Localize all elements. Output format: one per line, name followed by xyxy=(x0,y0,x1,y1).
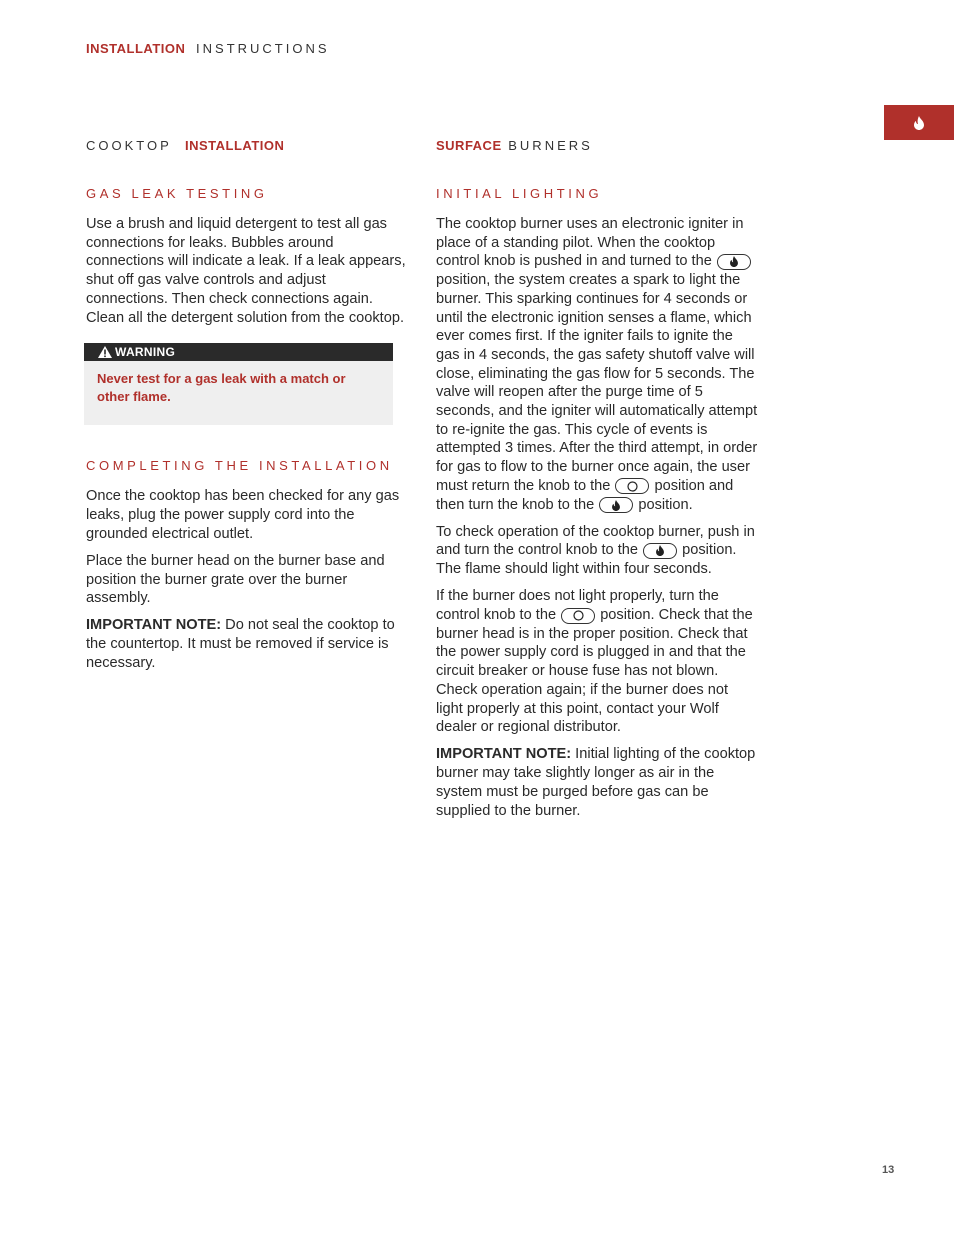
warning-text: Never test for a gas leak with a match or other flame. xyxy=(97,371,346,404)
warning-bar xyxy=(84,343,393,361)
knob-off-symbol xyxy=(615,478,649,494)
gas-leak-heading: GAS LEAK TESTING xyxy=(86,186,268,201)
warning-label: WARNING xyxy=(115,345,176,360)
off-circle-icon xyxy=(573,610,584,621)
off-circle-icon xyxy=(627,481,638,492)
initial-lighting-heading: INITIAL LIGHTING xyxy=(436,186,603,201)
text-run: position. Check that the burner head is in the proper position. Check that the power supply cord is plugged in and that the circuit breaker or house fuse has not blown. Check operation again; if the burner does not light properly at this point, contact your Wolf dealer or regional distributor. xyxy=(436,607,753,736)
cooktop-installation-title xyxy=(86,138,406,153)
right-column xyxy=(436,138,758,829)
knob-flame-symbol xyxy=(599,497,633,513)
title-bold: INSTALLATION xyxy=(185,138,285,153)
flame-icon xyxy=(913,116,925,130)
surface-burners-title xyxy=(436,138,758,153)
text-run: position and then turn the knob to the xyxy=(436,477,734,513)
flame-icon xyxy=(611,500,621,511)
text-run: position, the system creates a spark to light the burner. This sparking continues for 4 seconds or until the electronic ignition senses a flame, which ever comes first. If the igniter fails to ignite the gas in 4 seconds, the gas safety shutoff valve will close, eliminating the gas flow for 5 seconds. The valve will reopen after the purge time of 5 seconds, and the igniter will automatically attempt to re-ignite the gas. This cycle of events is attempted 3 times. After the third attempt, in order for gas to flow to the burner once again, the user must return the knob to the xyxy=(436,272,758,494)
knob-flame-symbol xyxy=(717,254,751,270)
page-number: 13 xyxy=(882,1164,895,1176)
text-run: position. The flame should light within four seconds. xyxy=(436,542,737,578)
completing-paragraph-1: Once the cooktop has been checked for any gas leaks, plug the power supply cord into the grounded electrical outlet. xyxy=(86,488,400,542)
note-text: Initial lighting of the cooktop burner may take slightly longer as air in the system must be purged before gas can be supplied to the burner. xyxy=(436,746,756,819)
completing-important-note xyxy=(86,616,406,672)
warning-triangle-icon xyxy=(98,346,112,358)
title-light: BURNERS xyxy=(508,138,593,153)
initial-paragraph-2 xyxy=(436,523,758,579)
knob-flame-symbol xyxy=(643,543,677,559)
initial-paragraph-1 xyxy=(436,215,758,514)
title-bold: SURFACE xyxy=(436,138,502,153)
initial-important-note xyxy=(436,745,758,820)
gas-leak-paragraph: Use a brush and liquid detergent to test all gas connections for leaks. Bubbles around connections will indicate a leak. If a leak appears, shut off gas valve controls and adjust connections. Then check connections again. Clean all the detergent solution from the cooktop. xyxy=(86,216,406,326)
section-tab xyxy=(884,105,954,140)
left-column xyxy=(86,138,406,681)
flame-icon xyxy=(729,256,739,267)
note-label: IMPORTANT NOTE: xyxy=(86,617,222,634)
text-run: The cooktop burner uses an electronic igniter in place of a standing pilot. When the cooktop control knob is pushed in and turned to the xyxy=(436,216,744,270)
initial-paragraph-3 xyxy=(436,587,758,737)
text-run: position. xyxy=(634,496,693,513)
text-run: To check operation of the cooktop burner, push in and turn the control knob to the xyxy=(436,523,755,559)
note-label: IMPORTANT NOTE: xyxy=(436,746,572,763)
text-run: If the burner does not light properly, turn the control knob to the xyxy=(436,588,719,624)
running-header xyxy=(86,41,330,56)
flame-icon xyxy=(655,545,665,556)
completing-heading: COMPLETING THE INSTALLATION xyxy=(86,458,393,474)
completing-paragraph-2: Place the burner head on the burner base and position the burner grate over the burner assembly. xyxy=(86,552,385,607)
knob-off-symbol xyxy=(561,608,595,624)
title-light: COOKTOP xyxy=(86,138,172,153)
note-text: Do not seal the cooktop to the countertop. It must be removed if service is necessary. xyxy=(86,617,395,671)
warning-box xyxy=(84,343,393,425)
header-bold: INSTALLATION xyxy=(86,41,186,56)
header-rest: INSTRUCTIONS xyxy=(196,41,330,56)
